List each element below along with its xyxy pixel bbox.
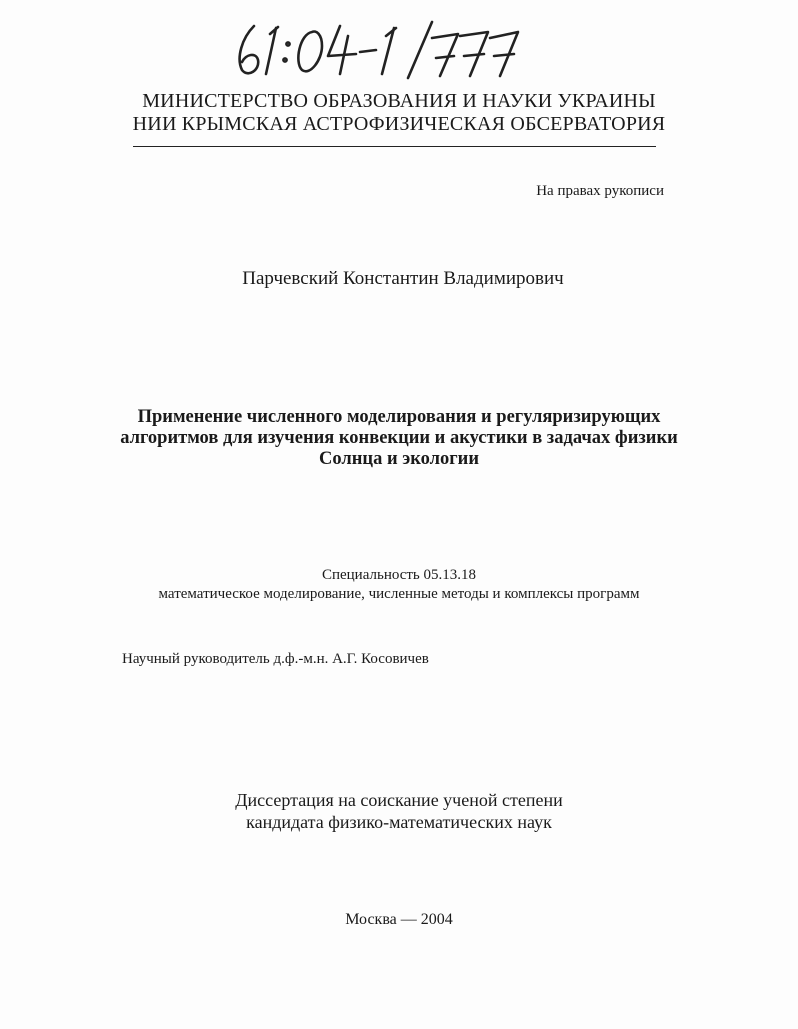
manuscript-note: На правах рукописи xyxy=(536,183,664,199)
institution-header xyxy=(0,90,798,136)
title-line-3: Солнца и экологии xyxy=(319,449,479,469)
header-divider xyxy=(133,146,656,147)
handwriting-drawing xyxy=(232,18,532,80)
speciality-name: математическое моделирование, численные методы и комплексы программ xyxy=(158,586,640,602)
degree-statement xyxy=(0,789,798,833)
handwritten-catalog-number xyxy=(232,18,532,80)
dissertation-title xyxy=(110,407,688,470)
scientific-supervisor: Научный руководитель д.ф.-м.н. А.Г. Косовичев xyxy=(122,651,429,667)
title-line-1: Применение численного моделирования и регуляризирующих xyxy=(137,407,661,427)
author-name: Парчевский Константин Владимирович xyxy=(242,268,564,289)
ministry-name: МИНИСТЕРСТВО ОБРАЗОВАНИЯ И НАУКИ УКРАИНЫ xyxy=(142,90,656,112)
degree-line-2: кандидата физико-математических наук xyxy=(246,812,552,832)
institute-name: НИИ КРЫМСКАЯ АСТРОФИЗИЧЕСКАЯ ОБСЕРВАТОРИЯ xyxy=(132,113,666,135)
title-line-2: алгоритмов для изучения конвекции и акустики в задачах физики xyxy=(120,428,678,448)
speciality-block xyxy=(0,566,798,604)
city-and-year: Москва — 2004 xyxy=(345,911,453,928)
speciality-code: Специальность 05.13.18 xyxy=(321,567,477,583)
degree-line-1: Диссертация на соискание ученой степени xyxy=(235,790,563,810)
